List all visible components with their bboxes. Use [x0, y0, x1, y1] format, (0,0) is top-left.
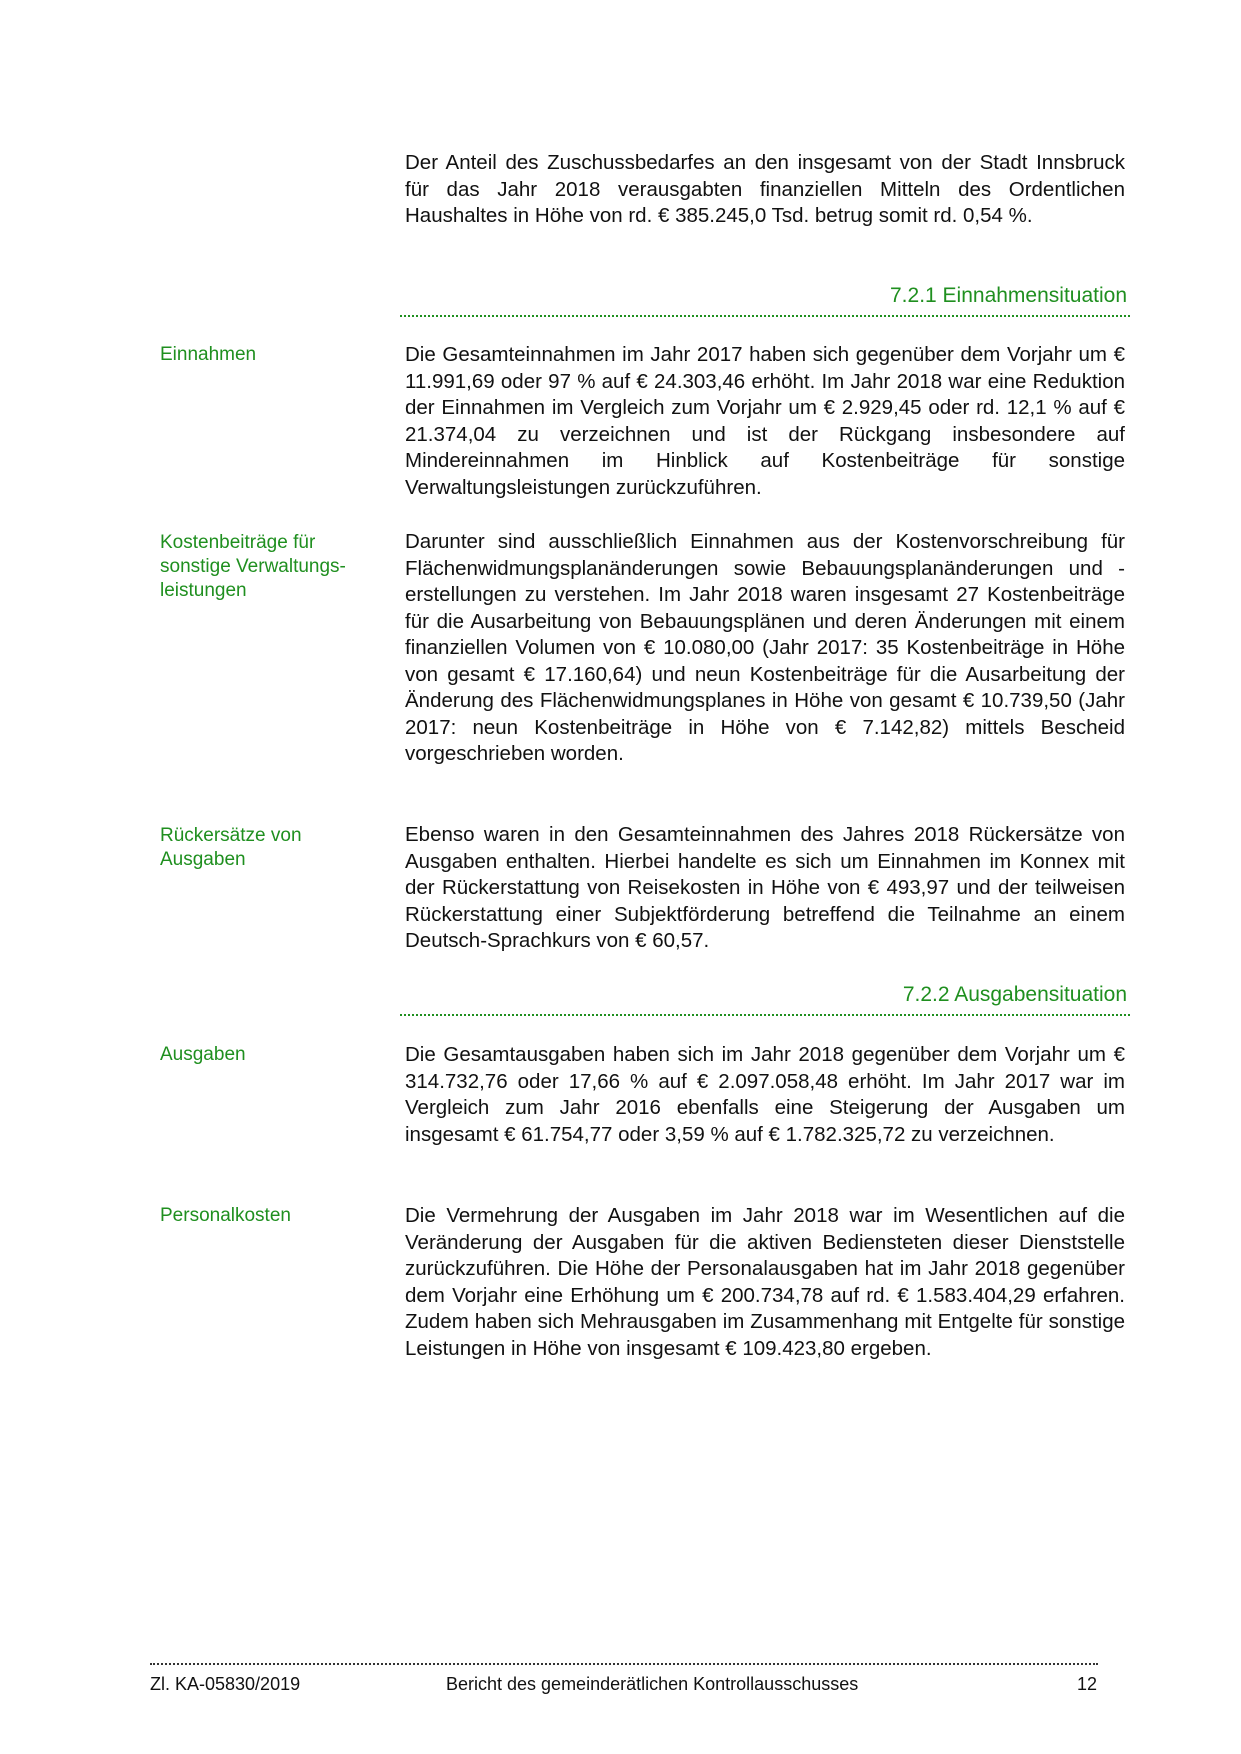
- paragraph-rueckersaetze: Ebenso waren in den Gesamteinnahmen des Jahres 2018 Rückersätze von Ausgaben enthalten. Hierbei handelte es sich um Einnahmen im Konnex mit der Rückerstattung von Reisekosten in Höhe von € 493,97 und der teilweisen Rückerstattung einer Subjektförderung betreffend die Teilnahme an einem Deutsch-Sprachkurs von € 60,57.: [405, 823, 1125, 952]
- section-divider: [400, 315, 1130, 317]
- paragraph-personalkosten: Die Vermehrung der Ausgaben im Jahr 2018 war im Wesentlichen auf die Veränderung der Ausgaben für die aktiven Bediensteten dieser Dienststelle zurückzuführen. Die Höhe der Personalausgaben hat im Jahr 2018 gegenüber dem Vorjahr eine Erhöhung um € 200.734,78 auf rd. € 1.583.404,29 erfahren. Zudem haben sich Mehrausgaben im Zusammenhang mit Entgelte für sonstige Leistungen in Höhe von insgesamt € 109.423,80 ergeben.: [405, 1204, 1125, 1360]
- margin-label-kostenbeitraege: Kostenbeiträge für sonstige Verwaltungs-leistungen: [160, 532, 346, 601]
- footer-reference: Zl. KA-05830/2019: [150, 1674, 301, 1694]
- paragraph-ausgaben: Die Gesamtausgaben haben sich im Jahr 2018 gegenüber dem Vorjahr um € 314.732,76 oder 17,66 % auf € 2.097.058,48 erhöht. Im Jahr 2017 war im Vergleich zum Jahr 2016 ebenfalls eine Steigerung der Ausgaben um insgesamt € 61.754,77 oder 3,59 % auf € 1.782.325,72 zu verzeichnen.: [405, 1043, 1125, 1146]
- footer-title: Bericht des gemeinderätlichen Kontrollausschusses: [446, 1674, 859, 1694]
- section-heading-einnahmensituation: 7.2.1 Einnahmensituation: [890, 284, 1127, 307]
- margin-label-personalkosten: Personalkosten: [160, 1205, 291, 1226]
- margin-label-rueckersaetze: Rückersätze von Ausgaben: [160, 825, 302, 870]
- paragraph-kostenbeitraege: Darunter sind ausschließlich Einnahmen aus der Kostenvorschreibung für Flächenwidmungsplanänderungen sowie Bebauungsplanänderungen und -erstellungen zu verstehen. Im Jahr 2018 waren insgesamt 27 Kostenbeiträge für die Ausarbeitung von Bebauungsplänen und deren Änderungen mit einem finanziellen Volumen von € 10.080,00 (Jahr 2017: 35 Kostenbeiträge in Höhe von gesamt € 17.160,64) und neun Kostenbeiträge für die Ausarbeitung der Änderung des Flächenwidmungsplanes in Höhe von gesamt € 10.739,50 (Jahr 2017: neun Kostenbeiträge in Höhe von € 7.142,82) mittels Bescheid vorgeschrieben worden.: [405, 530, 1125, 765]
- margin-label-ausgaben: Ausgaben: [160, 1044, 246, 1065]
- section-heading-ausgabensituation: 7.2.2 Ausgabensituation: [902, 983, 1127, 1006]
- section-divider: [400, 1014, 1130, 1016]
- margin-label-einnahmen: Einnahmen: [160, 344, 257, 365]
- intro-paragraph: Der Anteil des Zuschussbedarfes an den insgesamt von der Stadt Innsbruck für das Jahr 2018 verausgabten finanziellen Mitteln des Ordentlichen Haushaltes in Höhe von rd. € 385.245,0 Tsd. betrug somit rd. 0,54 %.: [405, 151, 1125, 227]
- paragraph-einnahmen: Die Gesamteinnahmen im Jahr 2017 haben sich gegenüber dem Vorjahr um € 11.991,69 oder 97 % auf € 24.303,46 erhöht. Im Jahr 2018 war eine Reduktion der Einnahmen im Vergleich zum Vorjahr um € 2.929,45 oder rd. 12,1 % auf € 21.374,04 zu verzeichnen und ist der Rückgang insbesondere auf Mindereinnahmen im Hinblick auf Kostenbeiträge für sonstige Verwaltungsleistungen zurückzuführen.: [405, 343, 1125, 499]
- page-number: 12: [1076, 1674, 1097, 1694]
- footer-divider: [150, 1663, 1098, 1665]
